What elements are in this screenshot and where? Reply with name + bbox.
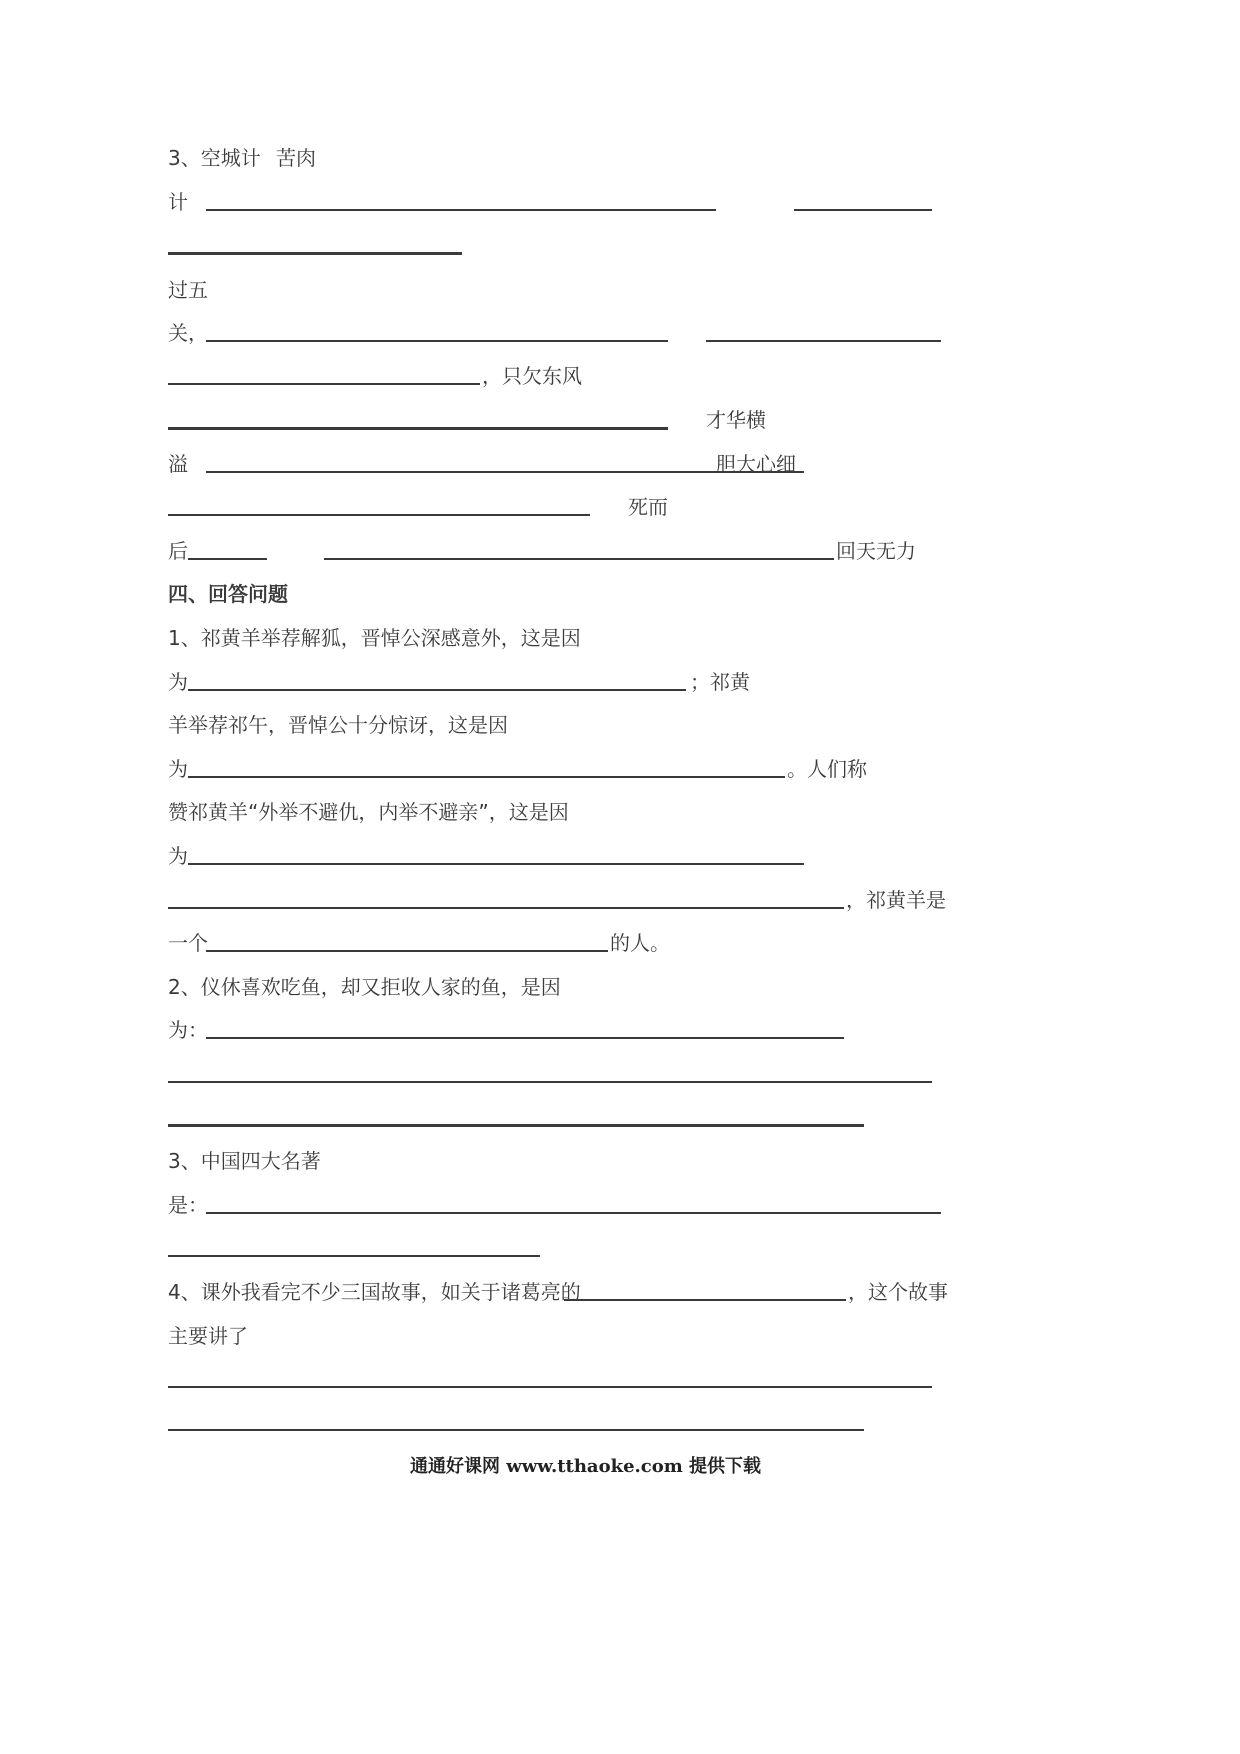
q1-qihuang: ；祁黄 — [690, 670, 750, 694]
blank-line[interactable] — [206, 1037, 844, 1039]
guan-text: 关， — [168, 321, 208, 345]
sier-text: 死而 — [628, 495, 668, 519]
q1-wei2: 为 — [168, 757, 188, 781]
q3-line1: 3、中国四大名著 — [168, 1149, 321, 1173]
guowu-text: 过五 — [168, 278, 208, 302]
blank-line[interactable] — [188, 558, 267, 560]
q1-line5: 赞祁黄羊“外举不避仇，内举不避亲”，这是因 — [168, 800, 569, 824]
blank-line[interactable] — [206, 209, 716, 211]
q4-pre: 4、课外我看完不少三国故事，如关于诸葛亮的 — [168, 1280, 581, 1304]
blank-line[interactable] — [168, 1386, 932, 1388]
huitian-text: 回天无力 — [836, 539, 916, 563]
blank-line[interactable] — [188, 689, 686, 691]
q4-line2: 主要讲了 — [168, 1324, 248, 1348]
q1-line1: 1、祁黄羊举荐解狐，晋悼公深感意外，这是因 — [168, 626, 581, 650]
blank-line[interactable] — [168, 1081, 932, 1083]
blank-line[interactable] — [324, 558, 834, 560]
q1-wei3: 为 — [168, 844, 188, 868]
q1-renmen: 。人们称 — [787, 757, 867, 781]
blank-line[interactable] — [168, 514, 590, 516]
zhiqian-dongfeng-text: ，只欠东风 — [482, 364, 582, 388]
blank-line[interactable] — [168, 907, 844, 909]
blank-line[interactable] — [168, 252, 462, 255]
blank-line[interactable] — [564, 1299, 846, 1301]
blank-line[interactable] — [206, 950, 608, 952]
kurou-text: 苦肉 — [276, 146, 316, 170]
q1-wei1: 为 — [168, 670, 188, 694]
q4-post: ，这个故事 — [848, 1280, 948, 1304]
blank-line[interactable] — [206, 471, 804, 473]
q1-yige: 一个 — [168, 931, 208, 955]
blank-line[interactable] — [794, 209, 932, 211]
blank-line[interactable] — [188, 863, 804, 865]
q3-shi: 是： — [168, 1193, 208, 1217]
blank-line[interactable] — [188, 776, 785, 778]
blank-line[interactable] — [168, 1429, 864, 1431]
blank-line[interactable] — [206, 1212, 941, 1214]
q1-line3: 羊举荐祁午，晋悼公十分惊讶，这是因 — [168, 713, 508, 737]
q1-qihuangshi: ，祁黄羊是 — [846, 888, 946, 912]
q1-deren: 的人。 — [610, 931, 670, 955]
caihua-text: 才华横 — [706, 408, 766, 432]
ji-text: 计 — [168, 190, 188, 214]
q3-kongcheng-label: 3、空城计 — [168, 146, 261, 170]
danda-xinxi-text: 胆大心细 — [716, 452, 796, 476]
q2-line1: 2、仪休喜欢吃鱼，却又拒收人家的鱼，是因 — [168, 975, 561, 999]
blank-line[interactable] — [168, 427, 668, 430]
blank-line[interactable] — [168, 1255, 540, 1257]
blank-line[interactable] — [168, 383, 480, 385]
blank-line[interactable] — [706, 340, 941, 342]
hou-text: 后 — [168, 539, 188, 563]
yi-text: 溢 — [168, 452, 188, 476]
section-heading: 四、回答问题 — [168, 582, 288, 606]
blank-line[interactable] — [206, 340, 668, 342]
blank-line[interactable] — [168, 1124, 864, 1127]
q2-wei: 为： — [168, 1018, 208, 1042]
footer-text: 通通好课网 www.tthaoke.com 提供下载 — [410, 1456, 762, 1477]
